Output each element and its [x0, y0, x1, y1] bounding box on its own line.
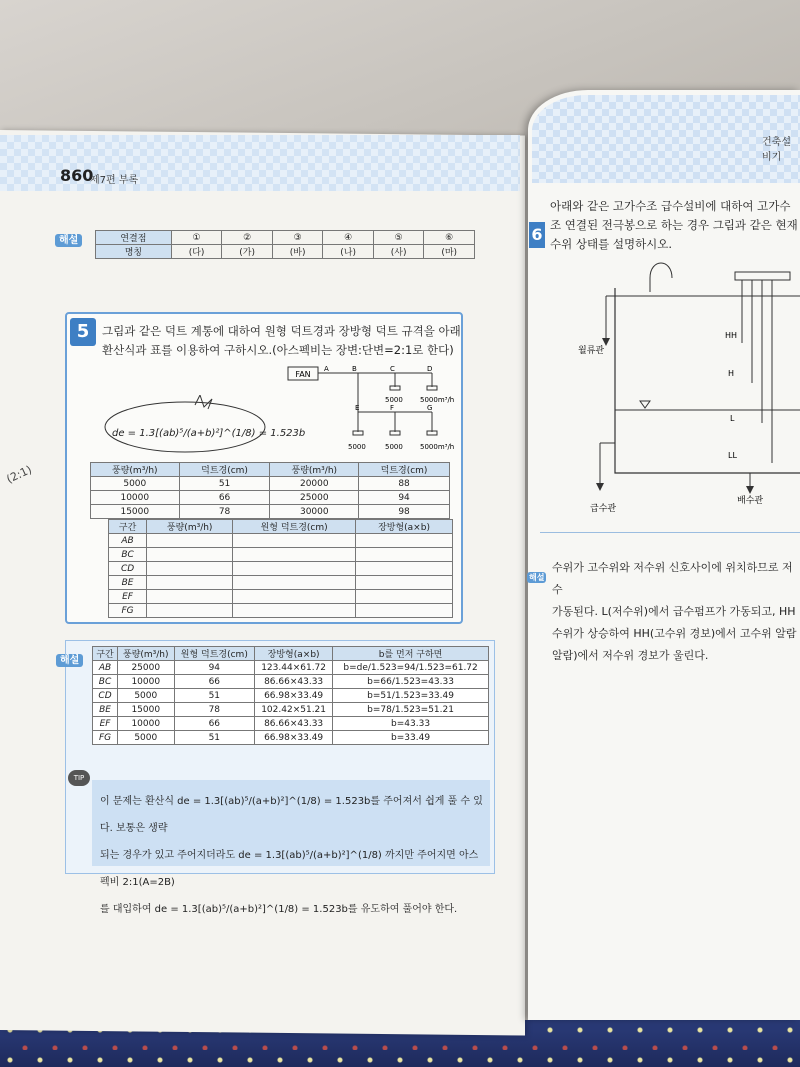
header-cell: 원형 덕트경(cm) [174, 647, 255, 661]
cell: AB [93, 661, 118, 675]
cell: 20000 [270, 477, 359, 491]
formula-highlight [100, 395, 270, 455]
node-label: C [390, 365, 395, 373]
cell: ③ [272, 231, 323, 245]
table-row [109, 604, 453, 618]
question-text: 그림과 같은 덕트 계통에 대하여 원형 덕트경과 장방형 덕트 규격을 아래 환산식과 표를 이용하여 구하시오.(아스펙비는 장변:단변=2:1로 한다) [102, 324, 461, 357]
blank-table [108, 519, 453, 618]
section-cell: FG [109, 604, 147, 618]
cell: 30000 [270, 505, 359, 519]
node-label: E [355, 404, 360, 412]
header-cell: 풍량(m³/h) [91, 463, 180, 477]
header-cell: 구간 [93, 647, 118, 661]
table-row [93, 703, 489, 717]
cell: 5000 [91, 477, 180, 491]
top-answer-tag-wrap [55, 228, 82, 247]
answer-tag: 해설 [55, 234, 82, 247]
answer-tag: 해설 [529, 573, 545, 582]
section-cell: AB [109, 534, 147, 548]
handwritten-note: (2:1) [4, 463, 34, 486]
table-row [109, 576, 453, 590]
cell: 86.66×43.33 [255, 717, 333, 731]
header-cell: 구간 [109, 520, 147, 534]
cell: 25000 [270, 491, 359, 505]
table-row [109, 534, 453, 548]
table-row [93, 661, 489, 675]
h-label: H [728, 369, 735, 378]
water-level-marker [640, 401, 650, 408]
right-page-header-band [532, 95, 800, 183]
tip-line: 를 대입하여 de = 1.3[(ab)⁵/(a+b)²]^(1/8) = 1.523b를 유도하여 풀어야 한다. [100, 904, 458, 915]
answer-tag-wrap [527, 565, 546, 584]
cell: 78 [174, 703, 255, 717]
cell: 25000 [118, 661, 174, 675]
cell: 94 [174, 661, 255, 675]
cell: 66.98×33.49 [255, 731, 333, 745]
table-row [109, 548, 453, 562]
header-cell: 풍량(m³/h) [147, 520, 233, 534]
cell: 15000 [91, 505, 180, 519]
lookup-table [90, 462, 450, 519]
cell: 102.42×51.21 [255, 703, 333, 717]
answer-tag-wrap [56, 648, 83, 667]
cell: ④ [323, 231, 374, 245]
header-cell: 덕트경(cm) [359, 463, 450, 477]
cell: (나) [323, 245, 374, 259]
cell: ⑤ [373, 231, 424, 245]
cell: 66.98×33.49 [255, 689, 333, 703]
table-row [93, 675, 489, 689]
section-cell: BC [109, 548, 147, 562]
cell: ① [171, 231, 222, 245]
row-label: 연결점 [96, 231, 172, 245]
drain-label: 배수관 [737, 496, 764, 506]
table-row [93, 717, 489, 731]
vent-pipe [650, 263, 672, 278]
node-label: G [427, 404, 433, 412]
cell: 98 [359, 505, 450, 519]
cell: 51 [174, 731, 255, 745]
cell: 10000 [91, 491, 180, 505]
table-row [91, 491, 450, 505]
cell: 88 [359, 477, 450, 491]
cell: BE [93, 703, 118, 717]
cell: b=51/1.523=33.49 [333, 689, 489, 703]
cell: (사) [373, 245, 424, 259]
tip-text [100, 788, 485, 923]
flow-label: 5000m³/h [420, 396, 455, 404]
header-cell: 원형 덕트경(cm) [233, 520, 356, 534]
answer-6-text [552, 557, 800, 667]
answer-tag: 해설 [56, 654, 83, 667]
cell: 5000 [118, 731, 174, 745]
header-cell: 덕트경(cm) [179, 463, 270, 477]
header-cell: 풍량(m³/h) [118, 647, 174, 661]
header-cell: 장방형(a×b) [255, 647, 333, 661]
question-text: 아래와 같은 고가수조 급수설비에 대하여 고가수조 연결된 전극봉으로 하는 경우 그림과 같은 현재 수위 상태를 설명하시오. [550, 199, 798, 251]
page-number: 860 [60, 166, 94, 185]
ll-label: LL [728, 451, 737, 460]
cell: 15000 [118, 703, 174, 717]
section-cell: BE [109, 576, 147, 590]
tip-line: 되는 경우가 있고 주어지더라도 de = 1.3[(ab)⁵/(a+b)²]^(1/8) 까지만 주어지면 아스펙비 2:1(A=2B) [100, 850, 479, 888]
flow-label: 5000 [385, 396, 403, 404]
cell: b=66/1.523=43.33 [333, 675, 489, 689]
node-label: B [352, 365, 357, 373]
cell: 51 [174, 689, 255, 703]
overflow-label: 월류관 [578, 346, 605, 356]
divider [540, 532, 800, 533]
header-cell: b를 먼저 구하면 [333, 647, 489, 661]
electrode-holder [735, 272, 790, 280]
cell: 123.44×61.72 [255, 661, 333, 675]
cell: (다) [171, 245, 222, 259]
cell: (마) [424, 245, 475, 259]
table-row [91, 505, 450, 519]
table-row [109, 590, 453, 604]
answer-line: 가동된다. L(저수위)에서 급수펌프가 가동되고, HH [552, 605, 796, 618]
header-cell: 풍량(m³/h) [270, 463, 359, 477]
node-label: D [427, 365, 433, 373]
cell: 86.66×43.33 [255, 675, 333, 689]
cell: b=43.33 [333, 717, 489, 731]
tip-line: 이 문제는 환산식 de = 1.3[(ab)⁵/(a+b)²]^(1/8) = 1.523b를 주어져서 쉽게 풀 수 있다. 보통은 생략 [100, 796, 483, 834]
cell: 5000 [118, 689, 174, 703]
header-cell: 장방형(a×b) [356, 520, 453, 534]
cell: ② [222, 231, 273, 245]
cell: (바) [272, 245, 323, 259]
flow-label: 5000m³/h [420, 443, 455, 451]
row-label: 명칭 [96, 245, 172, 259]
cell: b=de/1.523=94/1.523=61.72 [333, 661, 489, 675]
tank-diagram [540, 258, 800, 523]
cell: b=33.49 [333, 731, 489, 745]
part-label: 제7편 부록 [90, 175, 139, 186]
answer-line: 수위가 상승하여 HH(고수위 경보)에서 고수위 알람 [552, 627, 797, 640]
table-row [93, 731, 489, 745]
node-label: F [390, 404, 395, 412]
table-row [93, 689, 489, 703]
section-cell: EF [109, 590, 147, 604]
node-label: A [324, 365, 329, 373]
section-cell: CD [109, 562, 147, 576]
answer-table [92, 646, 489, 745]
cell: 94 [359, 491, 450, 505]
question-number: 6 [529, 222, 545, 248]
flow-label: 5000 [348, 443, 366, 451]
cell: EF [93, 717, 118, 731]
duct-diagram [280, 362, 465, 457]
cell: (가) [222, 245, 273, 259]
flow-label: 5000 [385, 443, 403, 451]
overflow-arrow [602, 338, 610, 346]
l-label: L [730, 414, 735, 423]
cell: 51 [179, 477, 270, 491]
cell: 66 [179, 491, 270, 505]
cell: b=78/1.523=51.21 [333, 703, 489, 717]
cell: FG [93, 731, 118, 745]
cell: ⑥ [424, 231, 475, 245]
answer-line: 알람)에서 저수위 경보가 울린다. [552, 649, 709, 662]
table-row [91, 477, 450, 491]
cell: 10000 [118, 675, 174, 689]
answer-line: 수위가 고수위와 저수위 신호사이에 위치하므로 저수 [552, 561, 793, 596]
hh-label: HH [725, 331, 738, 340]
fan-label: FAN [295, 370, 311, 379]
tip-badge: TIP [68, 770, 90, 786]
cell: 78 [179, 505, 270, 519]
cell: CD [93, 689, 118, 703]
cell: 10000 [118, 717, 174, 731]
formula: de = 1.3[(ab)⁵/(a+b)²]^(1/8) = 1.523b [112, 428, 306, 439]
supply-label: 급수관 [590, 504, 617, 514]
right-header-text: 건축설비기 [762, 137, 791, 163]
cell: 66 [174, 717, 255, 731]
cell: BC [93, 675, 118, 689]
handwritten-circle [105, 402, 265, 452]
cell: 66 [174, 675, 255, 689]
question-number: 5 [70, 318, 96, 346]
table-row [109, 562, 453, 576]
connection-table [95, 230, 475, 259]
